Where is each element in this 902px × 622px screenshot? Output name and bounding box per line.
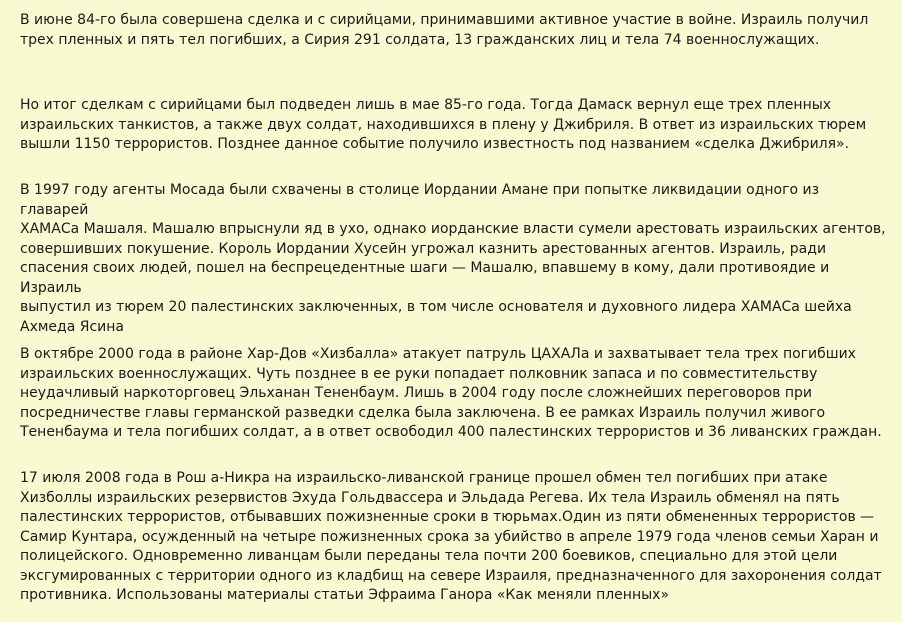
article-paragraph-jibril-deal: Но итог сделкам с сирийцами был подведен лишь в мае 85-го года. Тогда Дамаск вернул еще трех пленных израильских танкистов, а также двух солдат, находившихся в плену у Джибриля. В ответ из израильских тюрем вышли 1150 террористов. Позднее данное событие получило известность под названием «сделка Джибриля».: [20, 97, 867, 152]
article-paragraph-2008-exchange: 17 июля 2008 года в Рош а-Никра на израильско-ливанской границе прошел обмен тел погибших при атаке Хизболлы израильских резервистов Эхуда Гольдвассера и Эльдада Регева. Их тела Израиль обменял на пять палестинских террористов, отбывавших пожизненные сроки в тюрьмах.Один из пяти обмененных террористов — Самир Кунтара, осужденный на четыре пожизненных срока за убийство в апреле 1979 года членов семьи Харан и полицейского. Одновременно ливанцам были переданы тела почти 200 боевиков, специально для этой цели эксгумированных с территории одного из кладбищ на севере Израиля, предназначенного для захоронения солдат противника. Использованы материалы статьи Эфраима Ганора «Как меняли пленных»: [20, 470, 882, 603]
article-paragraph-mashal-1997: В 1997 году агенты Мосада были схвачены в столице Иордании Амане при попытке ликвидации одного из главарей ХАМАСа Машаля. Машалю впрыснули яд в ухо, однако иорданские власти сумели арестовать израильских агентов, совершивших покушение. Король Иордании Хусейн угрожал казнить арестованных агентов. Израиль, ради спасения своих людей, пошел на беспрецедентные шаги — Машалю, впавшему в кому, дали противоядие и Израиль выпустил из тюрем 20 палестинских заключенных, в том числе основателя и духовного лидера ХАМАСа шейха Ахмеда Ясина: [20, 182, 886, 335]
article-paragraph-tenenbaum-2000: В октябре 2000 года в районе Хар-Дов «Хизбалла» атакует патруль ЦАХАЛа и захватывает тела трех погибших израильских военнослужащих. Чуть позднее в ее руки попадает полковник запаса и по совместительству неудачливый наркоторговец Эльханан Тененбаум. Лишь в 2004 году после сложнейших переговоров при посредничестве главы германской разведки сделка была заключена. В ее рамках Израиль получил живого Тененбаума и тела погибших солдат, а в ответ освободил 400 палестинских террористов и 36 ливанских граждан.: [20, 346, 882, 440]
article-paragraph-1984-syria-deal: В июне 84-го была совершена сделка и с сирийцами, принимавшими активное участие в войне. Израиль получил трех пленных и пять тел погибших, а Сирия 291 солдата, 13 гражданских лиц и тела 74 военнослужащих.: [20, 12, 869, 48]
